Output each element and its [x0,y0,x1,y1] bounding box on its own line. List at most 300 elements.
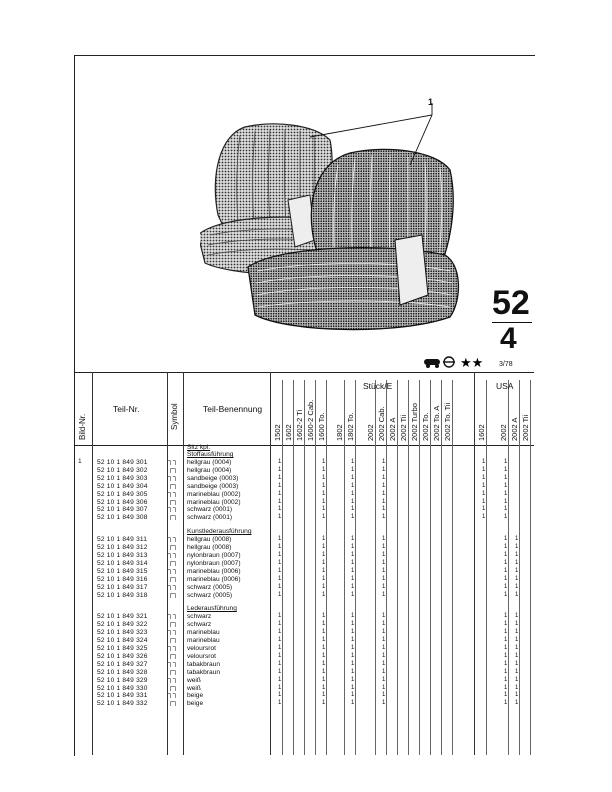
quantity-cell: 1 [515,567,519,574]
quantity-cell: 1 [504,613,508,620]
part-description: hellgrau (0004) [187,459,232,466]
quantity-cell: 1 [322,559,326,566]
symbol-icon: ┌┐ [168,651,178,659]
part-number: 52 10 1 849 314 [97,559,148,567]
part-number: 52 10 1 849 328 [97,668,148,676]
quantity-cell: 1 [278,692,282,699]
symbol-icon: ┌┐ [168,543,178,551]
symbol-icon: ┐┐ [168,489,178,497]
model-header: 2002 A [388,417,397,441]
model-column-line [452,380,453,755]
model-header: 2002 To. [421,412,430,441]
quantity-cell: 1 [382,536,386,543]
model-header: 2002 Tii [521,414,530,441]
quantity-cell: 1 [322,676,326,683]
quantity-cell: 1 [382,506,386,513]
quantity-cell: 1 [382,575,386,582]
model-column-line [419,380,420,755]
part-number: 52 10 1 849 326 [97,652,148,660]
quantity-cell: 1 [278,684,282,691]
model-column-line [375,380,376,755]
part-number: 52 10 1 849 316 [97,575,148,583]
quantity-cell: 1 [278,459,282,465]
quantity-cell: 1 [515,637,519,644]
quantity-cell: 1 [515,652,519,659]
quantity-cell: 1 [322,567,326,574]
col-divider [474,372,475,755]
model-column-line [430,380,431,755]
symbol-icon: ┌┐ [168,481,178,489]
quantity-cell: 1 [322,652,326,659]
part-description: schwarz (0001) [187,514,233,522]
part-description: veloursrot [187,645,216,652]
quantity-cell: 1 [504,552,508,558]
model-header: 2002 Cab. [377,406,386,441]
quantity-cell: 1 [351,567,355,574]
symbol-icon: ┐┐ [168,644,178,651]
quantity-cell: 1 [382,652,386,659]
part-description: marineblau (0002) [187,490,241,498]
part-number: 52 10 1 849 304 [97,482,148,490]
quantity-cell: 1 [278,645,282,651]
symbol-icon: ┌┐ [168,590,178,598]
model-column-line [293,380,294,755]
part-description: schwarz [187,613,212,621]
part-number: 52 10 1 849 315 [97,567,148,575]
quantity-cell: 1 [278,613,282,620]
model-column-line [344,380,345,755]
symbol-icon: ┐┐ [168,566,178,574]
quantity-cell: 1 [278,660,282,667]
quantity-cell: 1 [322,536,326,543]
part-description: beige [187,692,204,700]
symbol-icon: ┌┐ [168,497,178,505]
quantity-cell: 1 [504,498,508,505]
model-column-line [355,380,356,755]
part-number: 52 10 1 849 330 [97,684,148,692]
quantity-cell: 1 [382,552,386,558]
part-number: 52 10 1 849 311 [97,536,148,544]
model-header: 2002 To. A [432,405,441,441]
model-column-line [519,380,520,755]
quantity-cell: 1 [351,645,355,651]
quantity-cell: 1 [382,559,386,566]
header-usa: USA [496,381,514,391]
quantity-cell: 1 [278,514,282,521]
quantity-cell: 1 [382,514,386,521]
quantity-cell: 1 [278,506,282,513]
quantity-cell: 1 [504,660,508,667]
part-number: 52 10 1 849 321 [97,613,148,621]
part-number: 52 10 1 849 308 [97,514,148,522]
part-number: 52 10 1 849 313 [97,552,148,559]
quantity-cell: 1 [382,474,386,481]
part-description: hellgrau (0008) [187,536,232,544]
quantity-cell: 1 [504,514,508,521]
quantity-cell: 1 [515,613,519,620]
quantity-cell: 1 [382,567,386,574]
quantity-cell: 1 [504,621,508,628]
part-number: 52 10 1 849 322 [97,621,148,629]
quantity-cell: 1 [515,700,519,707]
part-number: 52 10 1 849 305 [97,490,148,498]
quantity-cell: 1 [322,660,326,667]
part-description: tabakbraun [187,660,220,668]
quantity-cell: 1 [322,474,326,481]
quantity-cell: 1 [278,559,282,566]
quantity-cell: 1 [351,660,355,667]
part-description: sandbeige (0003) [187,482,239,490]
quantity-cell: 1 [351,474,355,481]
quantity-cell: 1 [482,514,486,521]
part-description: schwarz [187,621,212,629]
part-number: 52 10 1 849 317 [97,583,148,591]
model-header: 2002 [499,424,508,441]
quantity-cell: 1 [504,466,508,473]
quantity-cell: 1 [322,498,326,505]
part-description: marineblau [187,629,220,637]
model-header: 1502 [273,424,282,441]
assembly-title: Sitz kpl. [187,444,211,451]
quantity-cell: 1 [351,621,355,628]
quantity-cell: 1 [322,544,326,551]
model-column-line [304,380,305,755]
bild-number: 1 [78,458,82,465]
quantity-cell: 1 [482,466,486,473]
symbol-icon: ┌┐ [168,574,178,582]
quantity-cell: 1 [482,474,486,481]
quantity-cell: 1 [322,613,326,620]
model-header: 2002 To. Tii [443,402,452,441]
part-description: nylonbraun (0007) [187,552,241,559]
quantity-cell: 1 [322,459,326,465]
quantity-cell: 1 [322,575,326,582]
subgroup-number: 4 [500,322,517,355]
col-divider [92,372,93,755]
quantity-cell: 1 [322,629,326,636]
quantity-cell: 1 [322,514,326,521]
part-number: 52 10 1 849 306 [97,498,148,506]
quantity-cell: 1 [382,583,386,590]
quantity-cell: 1 [351,637,355,644]
part-number: 52 10 1 849 325 [97,645,148,652]
quantity-cell: 1 [504,482,508,489]
quantity-cell: 1 [351,498,355,505]
symbol-icon: ┐┐ [168,551,178,558]
part-number: 52 10 1 849 302 [97,466,148,474]
part-description: marineblau [187,637,220,645]
symbol-icon: ┐┐ [168,659,178,667]
quantity-cell: 1 [382,591,386,598]
quantity-cell: 1 [504,652,508,659]
symbol-icon: ┐┐ [168,505,178,513]
model-header: 1600 To. [317,412,326,441]
quantity-cell: 1 [382,668,386,675]
quantity-cell: 1 [515,591,519,598]
model-header: 1602 [284,424,293,441]
symbol-icon: ┐┐ [168,582,178,590]
quantity-cell: 1 [382,692,386,699]
quantity-cell: 1 [278,676,282,683]
part-description: veloursrot [187,652,216,660]
model-header: 1602 [477,424,486,441]
quantity-cell: 1 [382,629,386,636]
quantity-cell: 1 [382,459,386,465]
quantity-cell: 1 [322,583,326,590]
symbol-icon: ┌┐ [168,636,178,644]
quantity-cell: 1 [322,668,326,675]
quantity-cell: 1 [382,490,386,497]
quantity-cell: 1 [382,621,386,628]
quantity-cell: 1 [382,700,386,707]
quantity-cell: 1 [322,490,326,497]
svg-text:★★: ★★ [460,356,484,369]
quantity-cell: 1 [322,466,326,473]
quantity-cell: 1 [382,498,386,505]
model-header: 1602-2 Ti [295,409,304,441]
quantity-cell: 1 [322,482,326,489]
part-description: sandbeige (0003) [187,474,239,482]
quantity-cell: 1 [515,536,519,543]
quantity-cell: 1 [504,676,508,683]
symbol-icon: ┌┐ [168,699,178,707]
quantity-cell: 1 [322,591,326,598]
quantity-cell: 1 [322,637,326,644]
quantity-cell: 1 [351,591,355,598]
part-description: tabakbraun [187,668,220,676]
model-column-line [315,380,316,755]
quantity-cell: 1 [504,692,508,699]
callout-number: 1 [428,97,434,107]
quantity-cell: 1 [322,692,326,699]
quantity-cell: 1 [515,552,519,558]
car-symbols [424,355,494,369]
quantity-cell: 1 [482,459,486,465]
quantity-cell: 1 [515,621,519,628]
model-header: 2002 [366,424,375,441]
quantity-cell: 1 [351,514,355,521]
symbol-icon: ┌┐ [168,620,178,628]
quantity-cell: 1 [504,544,508,551]
quantity-cell: 1 [515,668,519,675]
part-description: weiß [187,676,201,684]
part-number: 52 10 1 849 318 [97,591,148,599]
section-heading: Lederausführung [187,605,237,613]
model-header: 2002 Turbo [410,403,419,441]
part-description: marineblau (0006) [187,575,241,583]
part-number: 52 10 1 849 329 [97,676,148,684]
part-description: marineblau (0006) [187,567,241,575]
quantity-cell: 1 [504,474,508,481]
part-number: 52 10 1 849 301 [97,459,148,466]
quantity-cell: 1 [504,536,508,543]
quantity-cell: 1 [504,459,508,465]
quantity-cell: 1 [382,613,386,620]
quantity-cell: 1 [351,583,355,590]
quantity-cell: 1 [351,482,355,489]
model-header: 1802 [335,424,344,441]
quantity-cell: 1 [278,536,282,543]
part-description: nylonbraun (0007) [187,559,241,567]
quantity-cell: 1 [482,482,486,489]
symbol-icon: ┌┐ [168,465,178,473]
part-number: 52 10 1 849 324 [97,637,148,645]
quantity-cell: 1 [278,567,282,574]
table-top-rule [74,372,534,373]
quantity-cell: 1 [382,466,386,473]
part-description: marineblau (0002) [187,498,241,506]
part-description: schwarz (0005) [187,591,233,599]
model-column-line [326,380,327,755]
quantity-cell: 1 [351,459,355,465]
quantity-cell: 1 [351,506,355,513]
model-column-line [386,380,387,755]
quantity-cell: 1 [504,700,508,707]
quantity-cell: 1 [351,536,355,543]
quantity-cell: 1 [382,637,386,644]
quantity-cell: 1 [504,583,508,590]
quantity-cell: 1 [351,629,355,636]
quantity-cell: 1 [351,559,355,566]
quantity-cell: 1 [482,506,486,513]
part-description: weiß [187,684,201,692]
quantity-cell: 1 [278,498,282,505]
quantity-cell: 1 [515,645,519,651]
quantity-cell: 1 [504,668,508,675]
model-column-line [282,380,283,755]
quantity-cell: 1 [351,668,355,675]
quantity-cell: 1 [278,637,282,644]
quantity-cell: 1 [278,591,282,598]
model-column-line [508,380,509,755]
part-number: 52 10 1 849 307 [97,506,148,514]
col-divider [183,372,184,755]
header-symbol: Symbol [170,403,179,430]
part-description: schwarz (0005) [187,583,233,591]
quantity-cell: 1 [322,621,326,628]
model-header: 2002 Tii [399,414,408,441]
quantity-cell: 1 [382,482,386,489]
quantity-cell: 1 [515,660,519,667]
quantity-cell: 1 [322,645,326,651]
quantity-cell: 1 [515,575,519,582]
model-column-line [486,380,487,755]
quantity-cell: 1 [278,668,282,675]
quantity-cell: 1 [382,645,386,651]
symbol-icon: ┌┐ [168,558,178,566]
section-heading: Stoffausführung [187,451,234,458]
quantity-cell: 1 [351,700,355,707]
quantity-cell: 1 [278,474,282,481]
quantity-cell: 1 [351,684,355,691]
quantity-cell: 1 [515,559,519,566]
quantity-cell: 1 [351,652,355,659]
col-divider [270,372,271,755]
quantity-cell: 1 [515,692,519,699]
quantity-cell: 1 [504,506,508,513]
quantity-cell: 1 [278,652,282,659]
part-number: 52 10 1 849 332 [97,700,148,708]
part-number: 52 10 1 849 331 [97,692,148,700]
quantity-cell: 1 [278,544,282,551]
quantity-cell: 1 [504,591,508,598]
quantity-cell: 1 [515,684,519,691]
model-header: 1600-2 Cab. [306,399,315,441]
quantity-cell: 1 [322,552,326,558]
symbol-icon: ┌┐ [168,667,178,675]
section-heading: Kunstlederausführung [187,528,252,536]
quantity-cell: 1 [278,552,282,558]
quantity-cell: 1 [482,490,486,497]
page-date: 3/78 [499,361,513,368]
model-column-line [530,380,531,755]
quantity-cell: 1 [322,684,326,691]
quantity-cell: 1 [351,613,355,620]
quantity-cell: 1 [382,660,386,667]
quantity-cell: 1 [351,676,355,683]
quantity-cell: 1 [322,700,326,707]
quantity-cell: 1 [504,567,508,574]
model-column-line [397,380,398,755]
quantity-cell: 1 [504,637,508,644]
symbol-icon: ┐┐ [168,473,178,481]
model-column-line [441,380,442,755]
quantity-cell: 1 [382,684,386,691]
quantity-cell: 1 [351,692,355,699]
part-number: 52 10 1 849 303 [97,474,148,482]
part-number: 52 10 1 849 327 [97,660,148,668]
part-number: 52 10 1 849 323 [97,629,148,637]
quantity-cell: 1 [515,583,519,590]
quantity-cell: 1 [504,490,508,497]
quantity-cell: 1 [482,498,486,505]
quantity-cell: 1 [278,466,282,473]
quantity-cell: 1 [278,583,282,590]
quantity-cell: 1 [278,621,282,628]
quantity-cell: 1 [351,544,355,551]
part-description: beige [187,700,204,708]
symbol-icon: ┐┐ [168,535,178,543]
quantity-cell: 1 [504,645,508,651]
quantity-cell: 1 [351,575,355,582]
quantity-cell: 1 [278,629,282,636]
quantity-cell: 1 [382,676,386,683]
quantity-cell: 1 [351,552,355,558]
quantity-cell: 1 [515,676,519,683]
part-description: hellgrau (0008) [187,544,232,552]
part-number: 52 10 1 849 312 [97,544,148,552]
quantity-cell: 1 [515,629,519,636]
quantity-cell: 1 [278,700,282,707]
quantity-cell: 1 [504,629,508,636]
symbol-icon: ┌┐ [168,513,178,521]
symbol-icon: ┌┐ [168,683,178,691]
header-benennung: Teil-Benennung [203,404,263,414]
group-number: 52 [492,284,530,322]
header-stueck: Stück/E [363,381,393,391]
symbol-icon: ┐┐ [168,675,178,683]
seat-illustration [200,95,460,350]
model-column-line [408,380,409,755]
model-header: 2002 A [510,417,519,441]
quantity-cell: 1 [351,490,355,497]
part-description: hellgrau (0004) [187,466,232,474]
quantity-cell: 1 [278,482,282,489]
symbol-icon: ┐┐ [168,612,178,620]
quantity-cell: 1 [382,544,386,551]
quantity-cell: 1 [515,544,519,551]
quantity-cell: 1 [504,559,508,566]
